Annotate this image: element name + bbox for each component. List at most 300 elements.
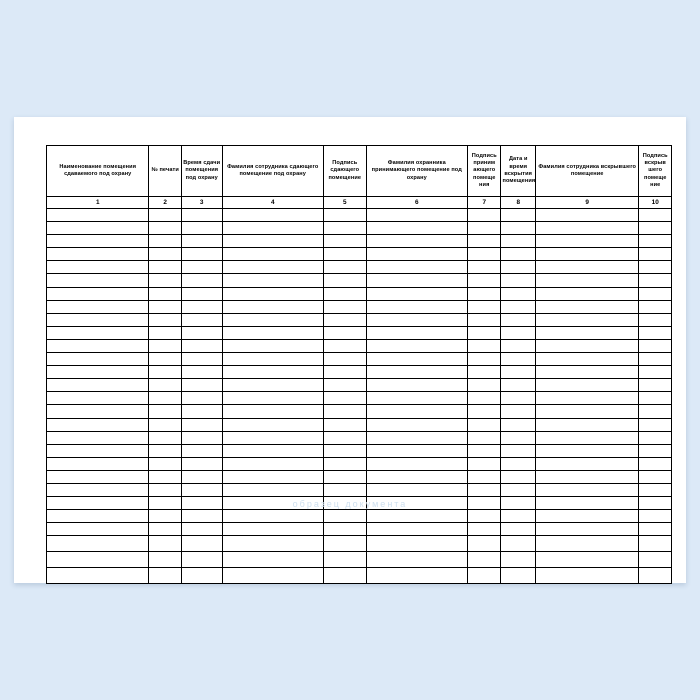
table-cell[interactable] bbox=[323, 326, 366, 339]
table-cell[interactable] bbox=[468, 523, 501, 536]
table-cell[interactable] bbox=[501, 313, 535, 326]
table-cell[interactable] bbox=[222, 300, 323, 313]
table-cell[interactable] bbox=[181, 300, 222, 313]
table-cell[interactable] bbox=[535, 510, 638, 523]
table-cell[interactable] bbox=[639, 523, 672, 536]
table-cell[interactable] bbox=[149, 209, 181, 222]
table-cell[interactable] bbox=[181, 274, 222, 287]
table-cell[interactable] bbox=[639, 379, 672, 392]
table-cell[interactable] bbox=[149, 287, 181, 300]
table-cell[interactable] bbox=[639, 222, 672, 235]
table-cell[interactable] bbox=[468, 300, 501, 313]
table-cell[interactable] bbox=[222, 568, 323, 584]
table-cell[interactable] bbox=[535, 568, 638, 584]
table-row[interactable] bbox=[47, 444, 672, 457]
table-row[interactable] bbox=[47, 274, 672, 287]
table-cell[interactable] bbox=[149, 326, 181, 339]
table-cell[interactable] bbox=[366, 248, 467, 261]
table-cell[interactable] bbox=[468, 366, 501, 379]
table-cell[interactable] bbox=[501, 418, 535, 431]
table-cell[interactable] bbox=[47, 261, 149, 274]
table-cell[interactable] bbox=[639, 300, 672, 313]
table-row[interactable] bbox=[47, 457, 672, 470]
table-cell[interactable] bbox=[366, 552, 467, 568]
table-row[interactable] bbox=[47, 431, 672, 444]
table-row[interactable] bbox=[47, 418, 672, 431]
table-row[interactable] bbox=[47, 379, 672, 392]
table-cell[interactable] bbox=[149, 261, 181, 274]
table-cell[interactable] bbox=[222, 431, 323, 444]
table-cell[interactable] bbox=[323, 552, 366, 568]
table-cell[interactable] bbox=[181, 405, 222, 418]
table-row[interactable] bbox=[47, 248, 672, 261]
table-cell[interactable] bbox=[181, 353, 222, 366]
table-cell[interactable] bbox=[366, 418, 467, 431]
table-cell[interactable] bbox=[222, 339, 323, 352]
table-cell[interactable] bbox=[535, 444, 638, 457]
table-cell[interactable] bbox=[222, 483, 323, 496]
table-cell[interactable] bbox=[501, 300, 535, 313]
table-cell[interactable] bbox=[222, 261, 323, 274]
table-cell[interactable] bbox=[501, 379, 535, 392]
table-cell[interactable] bbox=[639, 431, 672, 444]
table-cell[interactable] bbox=[323, 261, 366, 274]
table-cell[interactable] bbox=[501, 510, 535, 523]
table-row[interactable] bbox=[47, 392, 672, 405]
table-cell[interactable] bbox=[222, 366, 323, 379]
table-cell[interactable] bbox=[181, 209, 222, 222]
table-cell[interactable] bbox=[366, 483, 467, 496]
table-cell[interactable] bbox=[468, 287, 501, 300]
table-cell[interactable] bbox=[468, 536, 501, 552]
table-cell[interactable] bbox=[535, 536, 638, 552]
table-cell[interactable] bbox=[535, 552, 638, 568]
table-cell[interactable] bbox=[222, 222, 323, 235]
table-cell[interactable] bbox=[535, 418, 638, 431]
table-cell[interactable] bbox=[366, 326, 467, 339]
table-row[interactable] bbox=[47, 510, 672, 523]
table-cell[interactable] bbox=[181, 392, 222, 405]
table-cell[interactable] bbox=[366, 470, 467, 483]
table-cell[interactable] bbox=[149, 444, 181, 457]
table-cell[interactable] bbox=[323, 431, 366, 444]
table-cell[interactable] bbox=[149, 313, 181, 326]
table-cell[interactable] bbox=[366, 568, 467, 584]
table-cell[interactable] bbox=[181, 523, 222, 536]
table-cell[interactable] bbox=[468, 392, 501, 405]
table-cell[interactable] bbox=[468, 568, 501, 584]
table-cell[interactable] bbox=[501, 536, 535, 552]
table-cell[interactable] bbox=[501, 222, 535, 235]
table-cell[interactable] bbox=[468, 510, 501, 523]
table-cell[interactable] bbox=[47, 235, 149, 248]
table-cell[interactable] bbox=[639, 248, 672, 261]
table-cell[interactable] bbox=[222, 457, 323, 470]
table-cell[interactable] bbox=[468, 248, 501, 261]
table-cell[interactable] bbox=[181, 379, 222, 392]
table-row[interactable] bbox=[47, 405, 672, 418]
table-cell[interactable] bbox=[639, 444, 672, 457]
table-cell[interactable] bbox=[366, 222, 467, 235]
table-cell[interactable] bbox=[222, 313, 323, 326]
table-cell[interactable] bbox=[149, 405, 181, 418]
table-cell[interactable] bbox=[47, 392, 149, 405]
table-cell[interactable] bbox=[149, 222, 181, 235]
table-row[interactable] bbox=[47, 470, 672, 483]
table-cell[interactable] bbox=[149, 568, 181, 584]
table-cell[interactable] bbox=[501, 235, 535, 248]
table-cell[interactable] bbox=[222, 497, 323, 510]
table-cell[interactable] bbox=[501, 470, 535, 483]
table-cell[interactable] bbox=[181, 366, 222, 379]
table-cell[interactable] bbox=[181, 457, 222, 470]
table-cell[interactable] bbox=[222, 287, 323, 300]
table-cell[interactable] bbox=[535, 470, 638, 483]
table-cell[interactable] bbox=[323, 483, 366, 496]
table-cell[interactable] bbox=[535, 497, 638, 510]
table-cell[interactable] bbox=[181, 313, 222, 326]
table-cell[interactable] bbox=[535, 209, 638, 222]
table-cell[interactable] bbox=[501, 431, 535, 444]
table-cell[interactable] bbox=[323, 300, 366, 313]
table-cell[interactable] bbox=[149, 274, 181, 287]
table-cell[interactable] bbox=[639, 313, 672, 326]
table-cell[interactable] bbox=[222, 470, 323, 483]
table-cell[interactable] bbox=[47, 248, 149, 261]
table-cell[interactable] bbox=[535, 235, 638, 248]
table-cell[interactable] bbox=[47, 366, 149, 379]
table-cell[interactable] bbox=[535, 483, 638, 496]
table-cell[interactable] bbox=[181, 483, 222, 496]
table-cell[interactable] bbox=[323, 235, 366, 248]
table-cell[interactable] bbox=[366, 261, 467, 274]
table-cell[interactable] bbox=[323, 366, 366, 379]
table-cell[interactable] bbox=[181, 418, 222, 431]
table-cell[interactable] bbox=[366, 523, 467, 536]
table-cell[interactable] bbox=[47, 552, 149, 568]
table-cell[interactable] bbox=[366, 536, 467, 552]
table-cell[interactable] bbox=[181, 222, 222, 235]
table-cell[interactable] bbox=[47, 379, 149, 392]
table-cell[interactable] bbox=[639, 536, 672, 552]
table-cell[interactable] bbox=[47, 444, 149, 457]
table-cell[interactable] bbox=[468, 222, 501, 235]
table-cell[interactable] bbox=[323, 418, 366, 431]
table-cell[interactable] bbox=[149, 483, 181, 496]
table-row[interactable] bbox=[47, 523, 672, 536]
table-cell[interactable] bbox=[366, 510, 467, 523]
table-cell[interactable] bbox=[149, 339, 181, 352]
table-cell[interactable] bbox=[535, 379, 638, 392]
table-cell[interactable] bbox=[181, 235, 222, 248]
table-cell[interactable] bbox=[222, 326, 323, 339]
table-cell[interactable] bbox=[501, 457, 535, 470]
table-cell[interactable] bbox=[149, 418, 181, 431]
table-cell[interactable] bbox=[366, 353, 467, 366]
table-cell[interactable] bbox=[639, 353, 672, 366]
table-cell[interactable] bbox=[47, 523, 149, 536]
table-cell[interactable] bbox=[501, 261, 535, 274]
table-cell[interactable] bbox=[535, 287, 638, 300]
table-cell[interactable] bbox=[366, 235, 467, 248]
table-row[interactable] bbox=[47, 568, 672, 584]
table-cell[interactable] bbox=[639, 366, 672, 379]
table-cell[interactable] bbox=[639, 510, 672, 523]
table-cell[interactable] bbox=[47, 457, 149, 470]
table-cell[interactable] bbox=[366, 444, 467, 457]
table-cell[interactable] bbox=[47, 405, 149, 418]
table-cell[interactable] bbox=[181, 470, 222, 483]
table-cell[interactable] bbox=[501, 209, 535, 222]
table-cell[interactable] bbox=[323, 536, 366, 552]
table-cell[interactable] bbox=[149, 379, 181, 392]
table-cell[interactable] bbox=[468, 379, 501, 392]
table-cell[interactable] bbox=[47, 431, 149, 444]
table-cell[interactable] bbox=[535, 313, 638, 326]
table-cell[interactable] bbox=[639, 261, 672, 274]
table-cell[interactable] bbox=[222, 444, 323, 457]
table-cell[interactable] bbox=[501, 274, 535, 287]
table-cell[interactable] bbox=[149, 353, 181, 366]
table-row[interactable] bbox=[47, 366, 672, 379]
table-row[interactable] bbox=[47, 497, 672, 510]
table-cell[interactable] bbox=[323, 248, 366, 261]
table-cell[interactable] bbox=[149, 366, 181, 379]
table-cell[interactable] bbox=[149, 510, 181, 523]
table-cell[interactable] bbox=[323, 287, 366, 300]
table-cell[interactable] bbox=[149, 536, 181, 552]
table-row[interactable] bbox=[47, 300, 672, 313]
table-cell[interactable] bbox=[149, 497, 181, 510]
table-cell[interactable] bbox=[501, 552, 535, 568]
table-cell[interactable] bbox=[468, 444, 501, 457]
table-cell[interactable] bbox=[149, 552, 181, 568]
table-cell[interactable] bbox=[323, 523, 366, 536]
table-cell[interactable] bbox=[323, 568, 366, 584]
table-cell[interactable] bbox=[47, 536, 149, 552]
table-row[interactable] bbox=[47, 222, 672, 235]
table-cell[interactable] bbox=[47, 222, 149, 235]
table-cell[interactable] bbox=[468, 235, 501, 248]
table-cell[interactable] bbox=[149, 392, 181, 405]
table-cell[interactable] bbox=[47, 326, 149, 339]
table-cell[interactable] bbox=[468, 209, 501, 222]
table-cell[interactable] bbox=[181, 431, 222, 444]
table-cell[interactable] bbox=[468, 418, 501, 431]
table-cell[interactable] bbox=[222, 353, 323, 366]
table-cell[interactable] bbox=[149, 431, 181, 444]
table-cell[interactable] bbox=[468, 552, 501, 568]
table-cell[interactable] bbox=[468, 326, 501, 339]
table-cell[interactable] bbox=[222, 523, 323, 536]
table-cell[interactable] bbox=[639, 287, 672, 300]
table-cell[interactable] bbox=[501, 326, 535, 339]
table-cell[interactable] bbox=[47, 353, 149, 366]
table-cell[interactable] bbox=[501, 523, 535, 536]
table-cell[interactable] bbox=[323, 405, 366, 418]
table-cell[interactable] bbox=[366, 209, 467, 222]
table-cell[interactable] bbox=[501, 483, 535, 496]
table-cell[interactable] bbox=[323, 497, 366, 510]
table-cell[interactable] bbox=[535, 392, 638, 405]
table-cell[interactable] bbox=[639, 392, 672, 405]
table-row[interactable] bbox=[47, 483, 672, 496]
table-cell[interactable] bbox=[366, 274, 467, 287]
table-cell[interactable] bbox=[366, 300, 467, 313]
table-cell[interactable] bbox=[501, 392, 535, 405]
table-row[interactable] bbox=[47, 261, 672, 274]
table-cell[interactable] bbox=[323, 353, 366, 366]
table-cell[interactable] bbox=[323, 313, 366, 326]
table-cell[interactable] bbox=[639, 470, 672, 483]
table-row[interactable] bbox=[47, 313, 672, 326]
table-cell[interactable] bbox=[468, 483, 501, 496]
table-cell[interactable] bbox=[47, 568, 149, 584]
table-cell[interactable] bbox=[181, 497, 222, 510]
table-cell[interactable] bbox=[323, 222, 366, 235]
table-cell[interactable] bbox=[639, 326, 672, 339]
table-cell[interactable] bbox=[47, 274, 149, 287]
table-cell[interactable] bbox=[47, 209, 149, 222]
table-cell[interactable] bbox=[323, 470, 366, 483]
table-cell[interactable] bbox=[323, 379, 366, 392]
table-cell[interactable] bbox=[501, 339, 535, 352]
table-cell[interactable] bbox=[535, 274, 638, 287]
table-cell[interactable] bbox=[639, 235, 672, 248]
table-cell[interactable] bbox=[47, 339, 149, 352]
table-cell[interactable] bbox=[323, 392, 366, 405]
table-cell[interactable] bbox=[181, 339, 222, 352]
table-cell[interactable] bbox=[222, 274, 323, 287]
table-cell[interactable] bbox=[47, 470, 149, 483]
table-cell[interactable] bbox=[501, 568, 535, 584]
table-cell[interactable] bbox=[181, 261, 222, 274]
table-cell[interactable] bbox=[639, 552, 672, 568]
table-row[interactable] bbox=[47, 326, 672, 339]
table-cell[interactable] bbox=[468, 313, 501, 326]
table-cell[interactable] bbox=[468, 274, 501, 287]
table-cell[interactable] bbox=[181, 510, 222, 523]
table-cell[interactable] bbox=[47, 300, 149, 313]
table-cell[interactable] bbox=[181, 287, 222, 300]
table-cell[interactable] bbox=[47, 510, 149, 523]
table-cell[interactable] bbox=[222, 418, 323, 431]
table-cell[interactable] bbox=[222, 536, 323, 552]
table-cell[interactable] bbox=[535, 222, 638, 235]
table-cell[interactable] bbox=[468, 261, 501, 274]
table-row[interactable] bbox=[47, 209, 672, 222]
table-cell[interactable] bbox=[639, 568, 672, 584]
table-cell[interactable] bbox=[47, 497, 149, 510]
table-cell[interactable] bbox=[535, 457, 638, 470]
table-cell[interactable] bbox=[366, 497, 467, 510]
table-cell[interactable] bbox=[535, 353, 638, 366]
table-cell[interactable] bbox=[639, 405, 672, 418]
table-cell[interactable] bbox=[501, 405, 535, 418]
table-cell[interactable] bbox=[47, 483, 149, 496]
table-cell[interactable] bbox=[535, 339, 638, 352]
table-cell[interactable] bbox=[366, 457, 467, 470]
table-cell[interactable] bbox=[639, 209, 672, 222]
table-cell[interactable] bbox=[501, 248, 535, 261]
table-cell[interactable] bbox=[501, 287, 535, 300]
table-cell[interactable] bbox=[535, 523, 638, 536]
table-row[interactable] bbox=[47, 287, 672, 300]
table-cell[interactable] bbox=[535, 300, 638, 313]
table-cell[interactable] bbox=[222, 209, 323, 222]
table-cell[interactable] bbox=[366, 405, 467, 418]
table-cell[interactable] bbox=[181, 248, 222, 261]
table-cell[interactable] bbox=[47, 418, 149, 431]
table-cell[interactable] bbox=[639, 483, 672, 496]
table-cell[interactable] bbox=[366, 379, 467, 392]
table-cell[interactable] bbox=[366, 392, 467, 405]
table-cell[interactable] bbox=[501, 444, 535, 457]
table-cell[interactable] bbox=[149, 470, 181, 483]
table-cell[interactable] bbox=[535, 248, 638, 261]
table-cell[interactable] bbox=[366, 313, 467, 326]
table-cell[interactable] bbox=[639, 339, 672, 352]
table-cell[interactable] bbox=[222, 405, 323, 418]
table-row[interactable] bbox=[47, 536, 672, 552]
table-cell[interactable] bbox=[468, 457, 501, 470]
table-cell[interactable] bbox=[181, 444, 222, 457]
table-cell[interactable] bbox=[323, 339, 366, 352]
table-cell[interactable] bbox=[149, 300, 181, 313]
table-cell[interactable] bbox=[468, 405, 501, 418]
table-cell[interactable] bbox=[222, 392, 323, 405]
table-cell[interactable] bbox=[366, 339, 467, 352]
table-cell[interactable] bbox=[468, 339, 501, 352]
table-cell[interactable] bbox=[501, 353, 535, 366]
table-cell[interactable] bbox=[222, 552, 323, 568]
table-cell[interactable] bbox=[222, 510, 323, 523]
table-cell[interactable] bbox=[501, 497, 535, 510]
table-row[interactable] bbox=[47, 552, 672, 568]
table-cell[interactable] bbox=[366, 287, 467, 300]
table-cell[interactable] bbox=[366, 431, 467, 444]
table-cell[interactable] bbox=[468, 470, 501, 483]
table-cell[interactable] bbox=[149, 457, 181, 470]
table-cell[interactable] bbox=[181, 536, 222, 552]
table-cell[interactable] bbox=[366, 366, 467, 379]
table-cell[interactable] bbox=[323, 274, 366, 287]
table-row[interactable] bbox=[47, 353, 672, 366]
table-cell[interactable] bbox=[468, 431, 501, 444]
table-cell[interactable] bbox=[639, 274, 672, 287]
table-cell[interactable] bbox=[468, 497, 501, 510]
table-cell[interactable] bbox=[222, 379, 323, 392]
table-cell[interactable] bbox=[639, 418, 672, 431]
table-cell[interactable] bbox=[323, 457, 366, 470]
table-cell[interactable] bbox=[535, 366, 638, 379]
table-cell[interactable] bbox=[639, 497, 672, 510]
table-cell[interactable] bbox=[323, 209, 366, 222]
table-cell[interactable] bbox=[181, 568, 222, 584]
table-cell[interactable] bbox=[47, 313, 149, 326]
table-cell[interactable] bbox=[535, 326, 638, 339]
table-cell[interactable] bbox=[535, 431, 638, 444]
table-cell[interactable] bbox=[149, 248, 181, 261]
table-cell[interactable] bbox=[149, 235, 181, 248]
table-cell[interactable] bbox=[535, 261, 638, 274]
table-cell[interactable] bbox=[535, 405, 638, 418]
table-cell[interactable] bbox=[639, 457, 672, 470]
table-row[interactable] bbox=[47, 339, 672, 352]
table-cell[interactable] bbox=[149, 523, 181, 536]
table-cell[interactable] bbox=[501, 366, 535, 379]
table-row[interactable] bbox=[47, 235, 672, 248]
